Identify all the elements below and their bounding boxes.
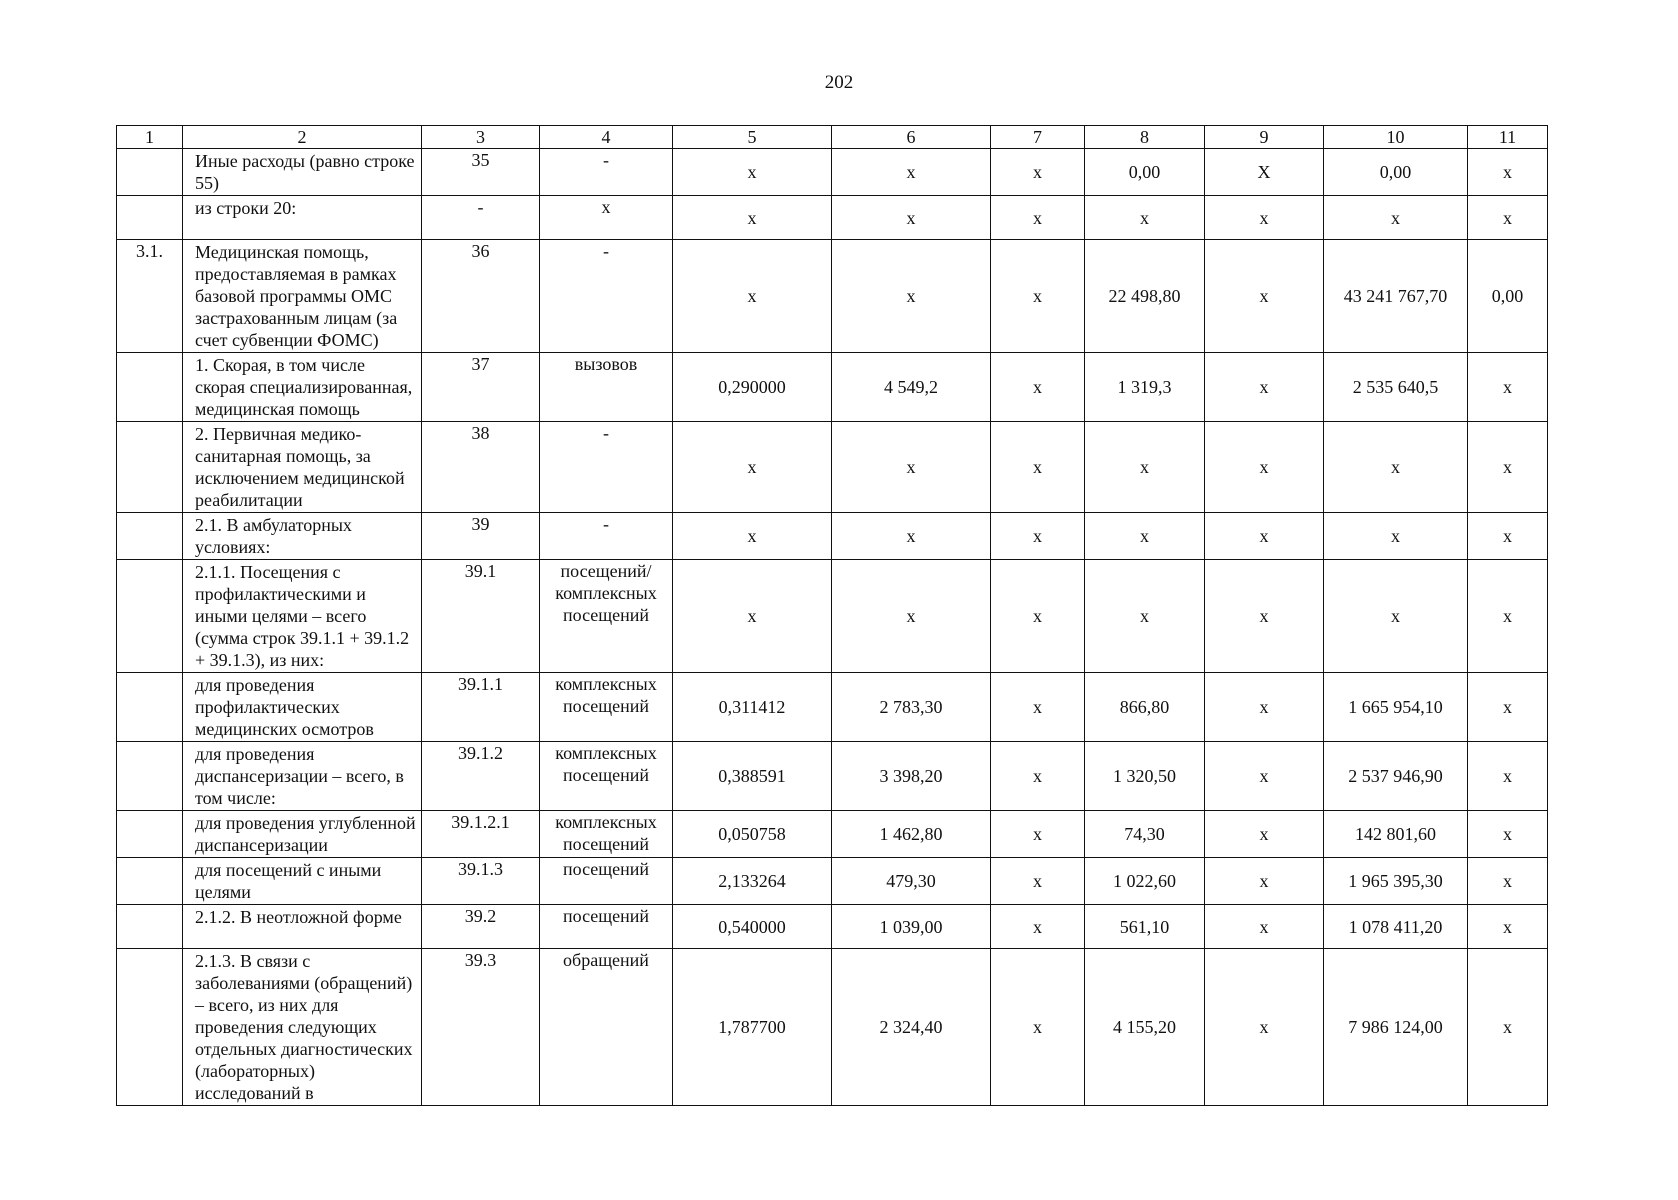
value-cell: x [1324, 422, 1468, 513]
value-cell: 4 155,20 [1085, 949, 1205, 1106]
value-cell: 2,133264 [673, 858, 832, 905]
value-cell: x [1468, 673, 1548, 742]
column-header: 1 [117, 126, 183, 149]
value-cell: x [673, 513, 832, 560]
value-cell: x [991, 811, 1085, 858]
value-cell: 22 498,80 [1085, 240, 1205, 353]
column-header: 4 [540, 126, 673, 149]
row-name-cell: 2.1.1. Посещения с профилактическими и иными целями – всего (сумма строк 39.1.1 + 39.1.2 + 39.1.3), из них: [183, 560, 422, 673]
value-cell: x [1324, 513, 1468, 560]
row-unit-cell: - [540, 149, 673, 196]
value-cell: 1 965 395,30 [1324, 858, 1468, 905]
row-name-cell: 1. Скорая, в том числе скорая специализированная, медицинская помощь [183, 353, 422, 422]
row-code-cell: 39.1 [422, 560, 540, 673]
row-unit-cell: комплексных посещений [540, 811, 673, 858]
table-row [117, 560, 1548, 673]
row-name-cell: 2.1. В амбулаторных условиях: [183, 513, 422, 560]
value-cell: x [1205, 858, 1324, 905]
row-code-cell: 39.3 [422, 949, 540, 1106]
value-cell: x [991, 858, 1085, 905]
value-cell: 2 537 946,90 [1324, 742, 1468, 811]
value-cell: x [832, 240, 991, 353]
value-cell: x [1324, 196, 1468, 240]
row-unit-cell: вызовов [540, 353, 673, 422]
row-code-cell: 38 [422, 422, 540, 513]
value-cell: x [1468, 422, 1548, 513]
row-unit-cell: - [540, 513, 673, 560]
row-number-cell [117, 422, 183, 513]
value-cell: x [1468, 196, 1548, 240]
column-header: 2 [183, 126, 422, 149]
value-cell: x [1205, 673, 1324, 742]
column-header: 10 [1324, 126, 1468, 149]
row-name-cell: 2.1.2. В неотложной форме [183, 905, 422, 949]
value-cell: x [1468, 149, 1548, 196]
row-name-cell: для посещений с иными целями [183, 858, 422, 905]
row-name-cell: 2.1.3. В связи с заболеваниями (обращений) – всего, из них для проведения следующих отдельных диагностических (лабораторных) исследований в [183, 949, 422, 1106]
value-cell: x [1205, 422, 1324, 513]
row-number-cell [117, 742, 183, 811]
value-cell: 0,388591 [673, 742, 832, 811]
value-cell: x [832, 422, 991, 513]
value-cell: x [1468, 858, 1548, 905]
row-unit-cell: обращений [540, 949, 673, 1106]
row-number-cell [117, 353, 183, 422]
data-table [116, 125, 1548, 1106]
row-code-cell: 37 [422, 353, 540, 422]
value-cell: x [991, 422, 1085, 513]
value-cell: 866,80 [1085, 673, 1205, 742]
table-row [117, 858, 1548, 905]
value-cell: 7 986 124,00 [1324, 949, 1468, 1106]
value-cell: x [1085, 196, 1205, 240]
value-cell: 1 665 954,10 [1324, 673, 1468, 742]
value-cell: x [991, 949, 1085, 1106]
row-unit-cell: посещений [540, 858, 673, 905]
row-name-cell: для проведения профилактических медицинских осмотров [183, 673, 422, 742]
value-cell: x [991, 905, 1085, 949]
value-cell: 1 320,50 [1085, 742, 1205, 811]
value-cell: x [673, 560, 832, 673]
row-number-cell: 3.1. [117, 240, 183, 353]
row-unit-cell: x [540, 196, 673, 240]
value-cell: 1,787700 [673, 949, 832, 1106]
value-cell: x [991, 149, 1085, 196]
row-unit-cell: комплексных посещений [540, 742, 673, 811]
value-cell: 1 319,3 [1085, 353, 1205, 422]
value-cell: x [1205, 560, 1324, 673]
value-cell: x [1205, 811, 1324, 858]
value-cell: 2 783,30 [832, 673, 991, 742]
row-number-cell [117, 560, 183, 673]
page-number: 202 [824, 72, 854, 93]
value-cell: 1 022,60 [1085, 858, 1205, 905]
value-cell: x [1205, 742, 1324, 811]
value-cell: 1 462,80 [832, 811, 991, 858]
value-cell: x [1205, 196, 1324, 240]
value-cell: x [1205, 513, 1324, 560]
table-row [117, 905, 1548, 949]
row-code-cell: 39.1.2 [422, 742, 540, 811]
value-cell: x [1468, 353, 1548, 422]
value-cell: x [991, 513, 1085, 560]
value-cell: x [991, 196, 1085, 240]
value-cell: x [1324, 560, 1468, 673]
value-cell: x [832, 560, 991, 673]
value-cell: 142 801,60 [1324, 811, 1468, 858]
table-row [117, 353, 1548, 422]
table-row [117, 811, 1548, 858]
value-cell: x [991, 353, 1085, 422]
row-name-cell: для проведения углубленной диспансеризации [183, 811, 422, 858]
value-cell: 0,00 [1324, 149, 1468, 196]
column-header: 6 [832, 126, 991, 149]
row-number-cell [117, 513, 183, 560]
row-code-cell: 39 [422, 513, 540, 560]
value-cell: x [1468, 905, 1548, 949]
value-cell: x [673, 149, 832, 196]
row-number-cell [117, 949, 183, 1106]
value-cell: x [991, 240, 1085, 353]
value-cell: x [673, 240, 832, 353]
value-cell: x [1205, 905, 1324, 949]
column-header: 3 [422, 126, 540, 149]
row-name-cell: Иные расходы (равно строке 55) [183, 149, 422, 196]
value-cell: x [1468, 949, 1548, 1106]
table-row [117, 949, 1548, 1106]
row-name-cell: из строки 20: [183, 196, 422, 240]
table-row [117, 196, 1548, 240]
table-row [117, 422, 1548, 513]
row-number-cell [117, 811, 183, 858]
row-number-cell [117, 858, 183, 905]
value-cell: 1 039,00 [832, 905, 991, 949]
value-cell: x [1468, 560, 1548, 673]
row-unit-cell: - [540, 422, 673, 513]
value-cell: 0,311412 [673, 673, 832, 742]
table-row [117, 673, 1548, 742]
value-cell: x [991, 742, 1085, 811]
row-name-cell: 2. Первичная медико-санитарная помощь, за исключением медицинской реабилитации [183, 422, 422, 513]
value-cell: 0,050758 [673, 811, 832, 858]
value-cell: x [1085, 422, 1205, 513]
row-unit-cell: посещений [540, 905, 673, 949]
table-row [117, 742, 1548, 811]
row-unit-cell: комплексных посещений [540, 673, 673, 742]
row-unit-cell: - [540, 240, 673, 353]
value-cell: 3 398,20 [832, 742, 991, 811]
value-cell: x [673, 196, 832, 240]
row-unit-cell: посещений/ комплексных посещений [540, 560, 673, 673]
column-header: 7 [991, 126, 1085, 149]
table-row [117, 513, 1548, 560]
value-cell: x [832, 513, 991, 560]
value-cell: x [1205, 949, 1324, 1106]
row-code-cell: - [422, 196, 540, 240]
value-cell: x [1468, 811, 1548, 858]
value-cell: 0,540000 [673, 905, 832, 949]
row-code-cell: 36 [422, 240, 540, 353]
header-row [117, 126, 1548, 149]
value-cell: 4 549,2 [832, 353, 991, 422]
value-cell: 1 078 411,20 [1324, 905, 1468, 949]
row-number-cell [117, 905, 183, 949]
value-cell: 2 535 640,5 [1324, 353, 1468, 422]
row-code-cell: 35 [422, 149, 540, 196]
table-row [117, 149, 1548, 196]
column-header: 5 [673, 126, 832, 149]
row-name-cell: для проведения диспансеризации – всего, в том числе: [183, 742, 422, 811]
value-cell: x [991, 673, 1085, 742]
value-cell: x [1085, 560, 1205, 673]
row-number-cell [117, 149, 183, 196]
row-name-cell: Медицинская помощь, предоставляемая в рамках базовой программы ОМС застрахованным лицам (за счет субвенции ФОМС) [183, 240, 422, 353]
value-cell: 0,00 [1085, 149, 1205, 196]
row-code-cell: 39.2 [422, 905, 540, 949]
value-cell: 561,10 [1085, 905, 1205, 949]
column-header: 11 [1468, 126, 1548, 149]
value-cell: x [1205, 353, 1324, 422]
value-cell: x [832, 149, 991, 196]
row-code-cell: 39.1.2.1 [422, 811, 540, 858]
value-cell: x [1468, 513, 1548, 560]
row-code-cell: 39.1.1 [422, 673, 540, 742]
row-number-cell [117, 673, 183, 742]
value-cell: x [1468, 742, 1548, 811]
table-row [117, 240, 1548, 353]
value-cell: x [991, 560, 1085, 673]
value-cell: 2 324,40 [832, 949, 991, 1106]
value-cell: x [1085, 513, 1205, 560]
value-cell: 43 241 767,70 [1324, 240, 1468, 353]
value-cell: 479,30 [832, 858, 991, 905]
value-cell: 0,00 [1468, 240, 1548, 353]
value-cell: 0,290000 [673, 353, 832, 422]
value-cell: 74,30 [1085, 811, 1205, 858]
value-cell: x [832, 196, 991, 240]
column-header: 8 [1085, 126, 1205, 149]
value-cell: x [673, 422, 832, 513]
column-header: 9 [1205, 126, 1324, 149]
row-code-cell: 39.1.3 [422, 858, 540, 905]
row-number-cell [117, 196, 183, 240]
value-cell: x [1205, 240, 1324, 353]
value-cell: X [1205, 149, 1324, 196]
